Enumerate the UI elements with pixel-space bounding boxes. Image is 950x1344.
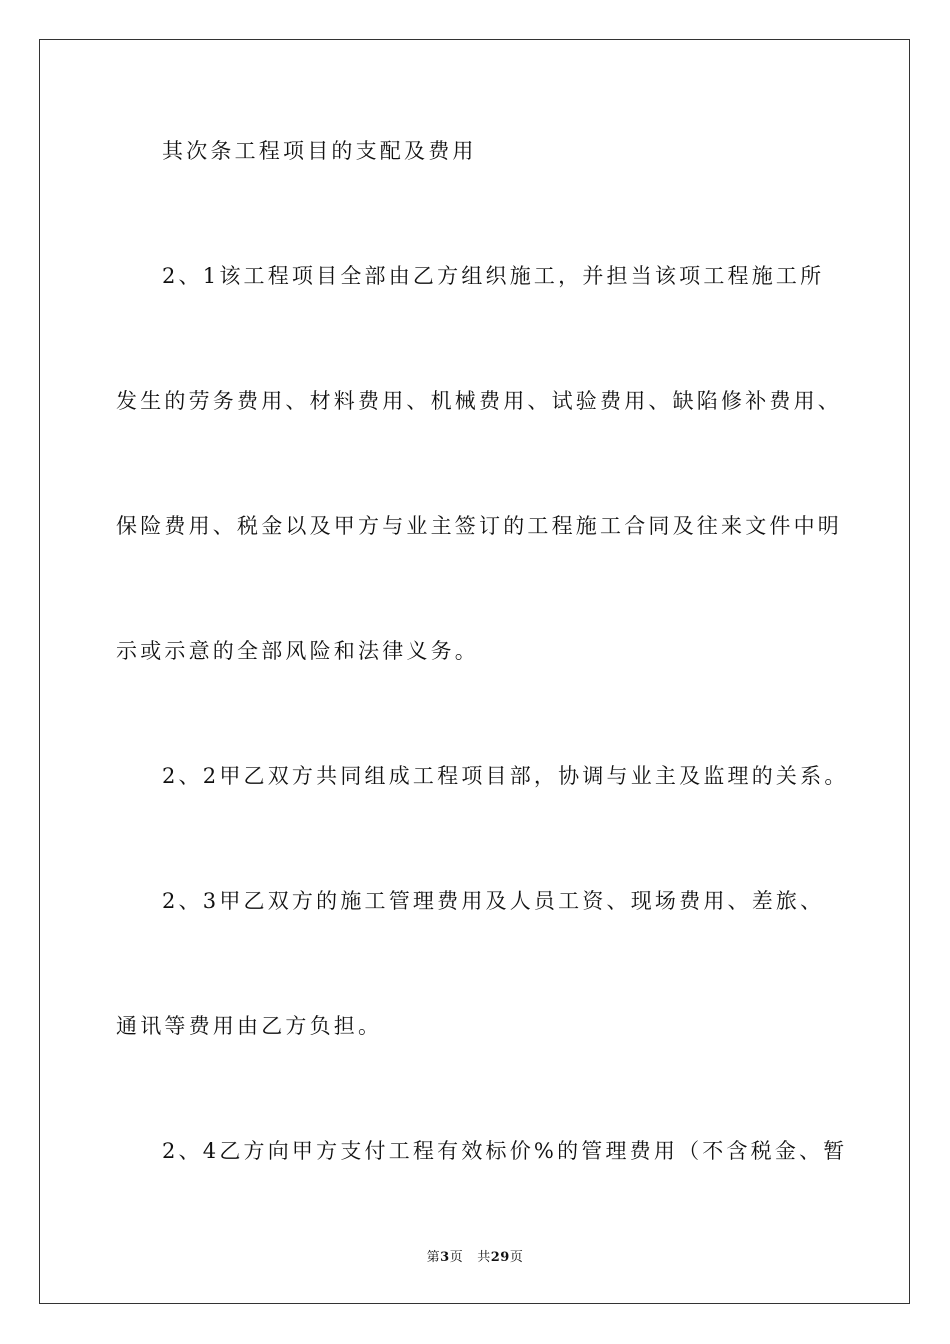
paragraph-line: 发生的劳务费用、材料费用、机械费用、试验费用、缺陷修补费用、 xyxy=(116,389,842,413)
paragraph-line: 保险费用、税金以及甲方与业主签订的工程施工合同及往来文件中明 xyxy=(116,514,842,538)
paragraph-line: 示或示意的全部风险和法律义务。 xyxy=(116,639,479,663)
paragraph-line: 2、2甲乙双方共同组成工程项目部，协调与业主及监理的关系。 xyxy=(162,764,849,788)
paragraph-line: 通讯等费用由乙方负担。 xyxy=(116,1014,383,1038)
total-prefix: 共 xyxy=(477,1250,491,1265)
paragraph-line: 2、1该工程项目全部由乙方组织施工，并担当该项工程施工所 xyxy=(162,264,825,288)
paragraph-line: 2、3甲乙双方的施工管理费用及人员工资、现场费用、差旅、 xyxy=(162,889,825,913)
page-prefix: 第 xyxy=(426,1250,441,1265)
paragraph-line: 2、4乙方向甲方支付工程有效标价%的管理费用（不含税金、暂 xyxy=(162,1139,848,1163)
section-heading: 其次条工程项目的支配及费用 xyxy=(162,139,477,163)
page-suffix: 页 xyxy=(449,1250,464,1265)
page-border xyxy=(39,39,910,1304)
total-page-count: 29 xyxy=(490,1250,510,1265)
current-page-number: 3 xyxy=(440,1250,450,1265)
page-footer xyxy=(0,1246,950,1265)
total-suffix: 页 xyxy=(509,1250,524,1265)
